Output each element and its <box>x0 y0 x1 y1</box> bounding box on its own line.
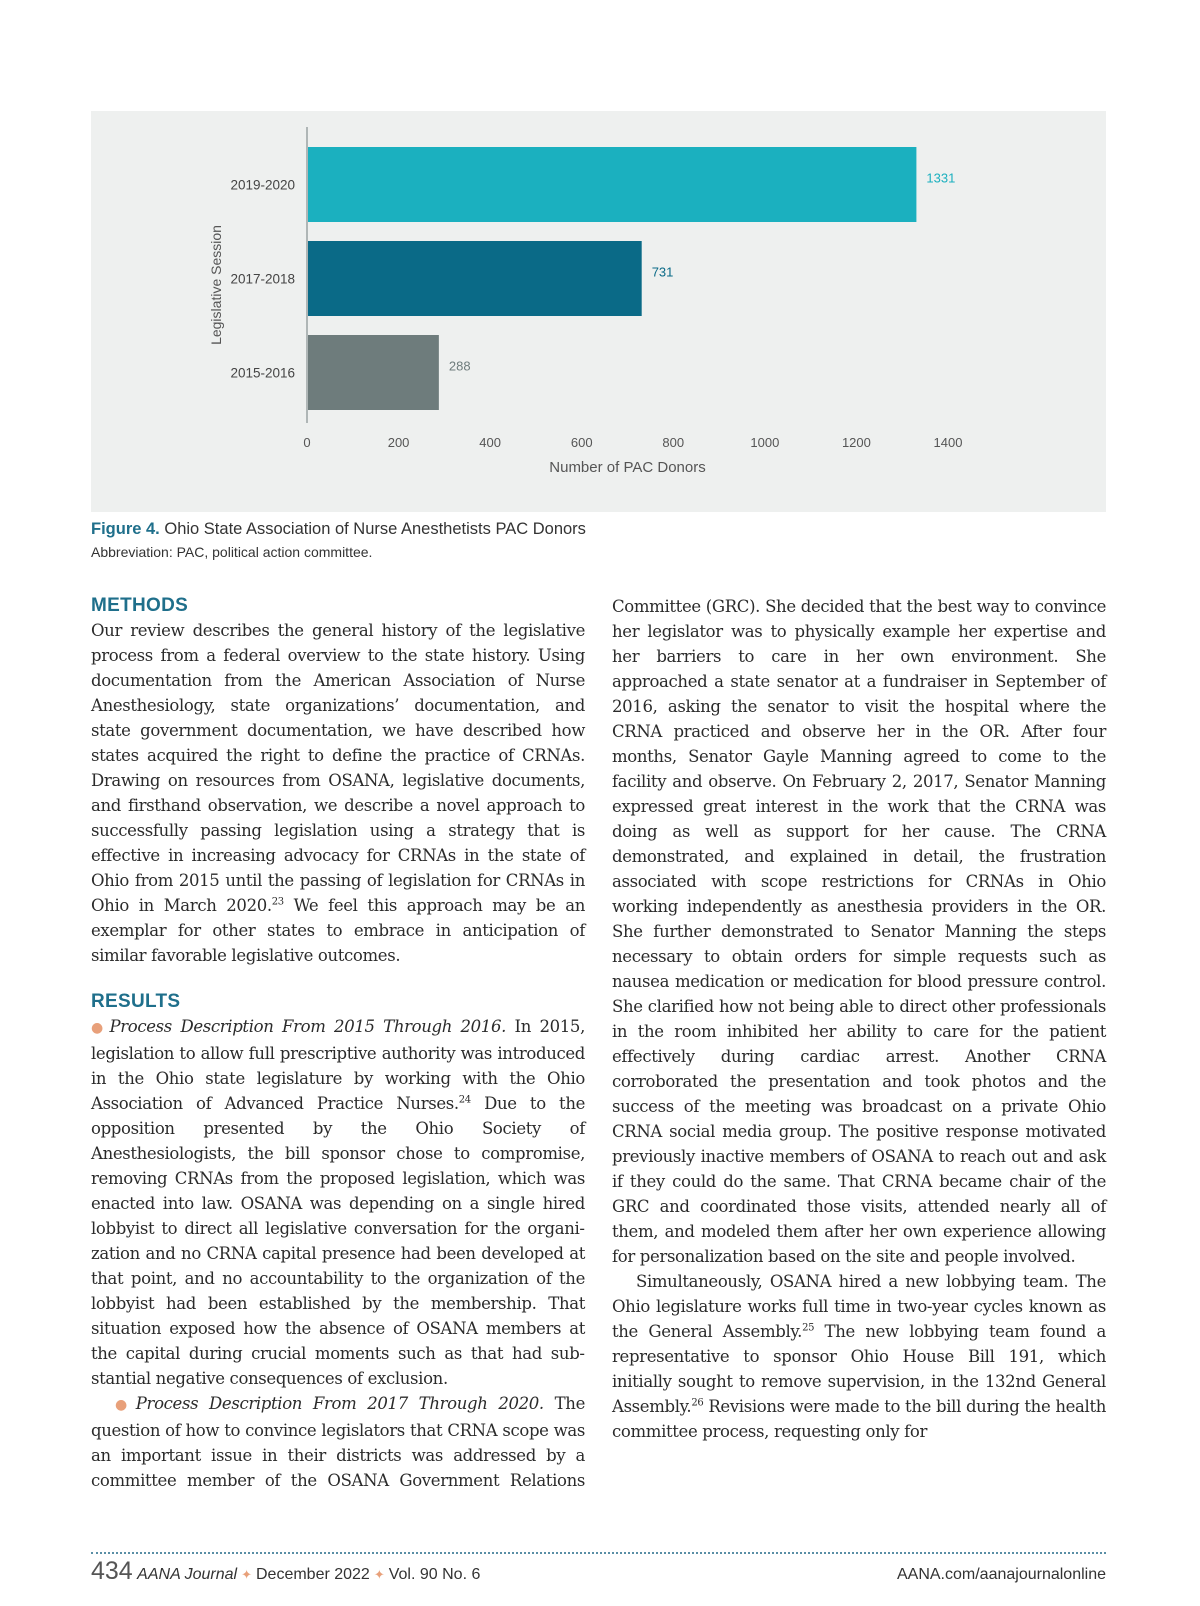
journal-url: AANA.com/aanajournalonline <box>896 1566 1106 1583</box>
bar-2015-2016 <box>308 335 439 410</box>
x-tick-label: 1200 <box>841 435 871 450</box>
figure-title: Ohio State Association of Nurse Anesthetists PAC Donors <box>164 520 586 538</box>
x-tick-label: 400 <box>479 435 501 450</box>
diamond-icon: ✦ <box>373 1567 385 1582</box>
bullet-icon: ● <box>91 1020 107 1036</box>
footer-divider <box>91 1552 1106 1554</box>
methods-paragraph: Our review describes the general history of the legislative process from a federal overview to the state history. Using documentation from the American Association of Nurse Anesthesiology, state organizations’ documentation, and state government documentation, we have described how states acquired the right to define the practice of CRNAs. Drawing on resources from OSANA, legislative documents, and firsthand observation, we describe a novel approach to successfully passing legislation using a strategy that is effective in increasing advocacy for CRNAs in the state of Ohio from 2015 until the passing of legislation for CRNAs in Ohio in March 2020.23 We feel this approach may be an exemplar for other states to embrace in anticipation of similar favorable legislative outcomes. <box>91 621 585 965</box>
x-axis-title: Number of PAC Donors <box>549 459 706 476</box>
left-column <box>91 594 585 1493</box>
journal-name: AANA Journal <box>137 1566 238 1583</box>
x-tick-label: 1000 <box>750 435 780 450</box>
results-paragraph-3: Simultaneously, OSANA hired a new lobbying team. The Ohio legislature works full time in two-year cycles known as the General Assembly.$^{25}$ The new lobbying team found a representative to sponsor Ohio House Bill 191, which initially sought to remove supervision, in the 132nd General Assembly.$^{26}$ Revisions were made to the bill during the health committee process, requesting only for <box>612 1272 1106 1441</box>
bar-2017-2018 <box>308 241 642 316</box>
value-label: 288 <box>448 358 471 374</box>
page-number: 434 <box>91 1557 133 1585</box>
y-axis-title: Legislative Session <box>208 225 224 345</box>
figure-caption <box>91 520 1106 560</box>
x-tick-label: 200 <box>387 435 410 450</box>
reference-marker: 26 <box>691 1397 704 1409</box>
bar-chart <box>91 111 1106 512</box>
figure-number: Figure 4. <box>91 520 160 538</box>
results-paragraph-1: ● Process Description From 2015 Through 2016. In 2015, legislation to allow full prescriptive authority was introduced in the Ohio state legislature by working with the Ohio Association of Advanced Practice Nurses.$^{24}$ Due to the opposition presented by the Ohio Society of Anesthesiologists, the bill sponsor chose to compromise, removing CRNAs from the proposed legislation, which was enacted into law. OSANA was depending on a single hired lobbyist to direct all legislative conversation for the organization and no CRNA capital presence had been developed at that point, and no accountability to the organization of the lobbyist had been established by the membership. That situation exposed how the absence of OSANA members at the capital during crucial moments such as that had substantial negative consequences of exclusion. <box>91 1017 586 1388</box>
figure-chart <box>91 111 1106 512</box>
category-label: 2017-2018 <box>230 271 295 287</box>
diamond-icon: ✦ <box>241 1567 252 1582</box>
x-tick-label: 600 <box>570 435 593 450</box>
category-label: 2015-2016 <box>230 365 295 381</box>
reference-marker: 23 <box>271 896 284 908</box>
bullet-icon: ● <box>115 1397 133 1413</box>
reference-marker: 24 <box>458 1094 471 1106</box>
right-column <box>612 594 1106 1444</box>
x-tick-label: 800 <box>662 435 685 450</box>
reference-marker: 25 <box>802 1322 815 1334</box>
run-in-heading: Process Description From 2015 Through 2016. <box>109 1017 506 1036</box>
results-paragraph-2-continued: Committee (GRC). She decided that the best way to convince her legislator was to physically example her expertise and her barriers to care in her own environment. She approached a state senator at a fundraiser in September of 2016, asking the senator to visit the hospital where the CRNA practiced and observe her in the OR. After four months, Senator Gayle Manning agreed to come to the facility and observe. On February 2, 2017, Senator Manning expressed great interest in the work that the CRNA was doing as well as support for her cause. The CRNA demonstrated, and explained in detail, the frustration associated with scope restrictions for CRNAs in Ohio working independently as anesthesia providers in the OR. She further demonstrated to Senator Manning the steps necessary to obtain orders for simple requests such as nausea medication or medication for blood pressure control. She clarified how not being able to direct other professionals in the room inhibited her ability to care for the patient effectively during cardiac arrest. Another CRNA corroborated the presentation and took photos and the success of the meeting was broadcast on a private Ohio CRNA social media group. The positive response motivated previously inactive members of OSANA to reach out and ask if they could do the same. That CRNA became chair of the GRC and coordinated those visits, attended nearly all of them, and modeled them after her own experience allowing for personalization based on the site and people involved. <box>612 597 1106 1266</box>
run-in-heading: Process Description From 2017 Through 2020. <box>135 1394 544 1413</box>
figure-abbreviation: Abbreviation: PAC, political action committee. <box>91 544 373 560</box>
value-label: 1331 <box>926 170 956 186</box>
methods-heading: METHODS <box>91 595 189 616</box>
results-heading: RESULTS <box>91 991 181 1012</box>
category-label: 2019-2020 <box>230 177 295 193</box>
page-footer <box>91 1557 1106 1590</box>
bar-2019-2020 <box>308 147 916 222</box>
value-label: 731 <box>651 264 674 280</box>
volume-number: Vol. 90 No. 6 <box>388 1566 481 1583</box>
results-paragraph-2: ● Process Description From 2017 Through 2020. The question of how to convince legislators that CRNA scope was an important issue in their districts was addressed by a committee member of the OSANA Government Relations <box>91 1394 585 1490</box>
x-tick-label: 0 <box>303 435 311 450</box>
x-tick-label: 1400 <box>933 435 963 450</box>
issue-date: December 2022 <box>255 1566 370 1583</box>
